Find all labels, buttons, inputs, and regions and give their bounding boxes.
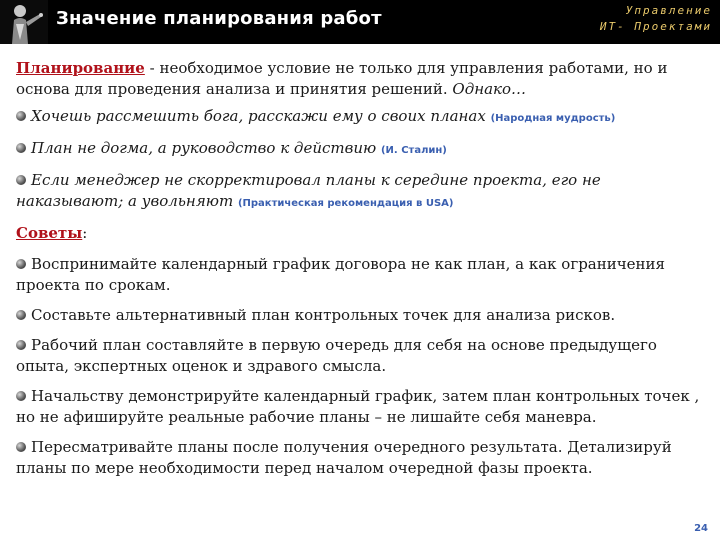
bullet-icon: [16, 340, 26, 350]
brand-line-2: ИТ- Проектами: [599, 20, 712, 33]
quote-source: (И. Сталин): [380, 145, 447, 156]
tips-heading: [16, 223, 706, 244]
tip-item: [16, 437, 706, 479]
tip-text: Пересматривайте планы после получения очередного результата. Детализируй планы по мере необходимости перед началом очередной фазы проекта.: [16, 438, 672, 477]
page-number: 24: [694, 523, 708, 534]
logo: [0, 0, 48, 44]
tip-item: [16, 305, 706, 326]
tips-heading-colon: :: [82, 224, 88, 242]
brand-caption: [600, 3, 712, 35]
quote-text: Хочешь рассмешить бога, расскажи ему о своих планах: [31, 107, 491, 125]
intro-term: Планирование: [16, 59, 145, 77]
bullet-icon: [16, 391, 26, 401]
tip-item: [16, 254, 706, 296]
slide-body: [16, 58, 706, 488]
quote-item: [16, 106, 706, 129]
tip-text: Начальству демонстрируйте календарный график, затем план контрольных точек , но не афишируйте реальные рабочие планы – не лишайте себя маневра.: [16, 387, 700, 426]
quote-source: (Практическая рекомендация в USA): [237, 198, 454, 209]
intro-paragraph: [16, 58, 706, 100]
quote-text: Если менеджер не скорректировал планы к середине проекта, его не наказывают; а увольняют: [16, 171, 601, 210]
tips-heading-label: Советы: [16, 224, 83, 242]
brand-line-1: Управление: [625, 4, 712, 17]
quote-source: (Народная мудрость): [490, 113, 616, 124]
bullet-icon: [16, 111, 26, 121]
presenter-figure-icon: [0, 0, 48, 44]
slide-title: Значение планирования работ: [56, 8, 382, 29]
intro-tail: Однако…: [452, 80, 527, 98]
quote-item: [16, 170, 706, 214]
bullet-icon: [16, 175, 26, 185]
tip-item: [16, 386, 706, 428]
tip-item: [16, 335, 706, 377]
bullet-icon: [16, 310, 26, 320]
tip-text: Составьте альтернативный план контрольных точек для анализа рисков.: [31, 306, 616, 324]
quote-text: План не догма, а руководство к действию: [31, 139, 381, 157]
bullet-icon: [16, 259, 26, 269]
slide-header: [0, 0, 720, 44]
intro-text: - необходимое условие не только для управления работами, но и основа для проведения анализа и принятия решений.: [16, 59, 668, 98]
quote-item: [16, 138, 706, 161]
tip-text: Воспринимайте календарный график договора не как план, а как ограничения проекта по срокам.: [16, 255, 665, 294]
bullet-icon: [16, 442, 26, 452]
tip-text: Рабочий план составляйте в первую очередь для себя на основе предыдущего опыта, экспертных оценок и здравого смысла.: [16, 336, 657, 375]
bullet-icon: [16, 143, 26, 153]
